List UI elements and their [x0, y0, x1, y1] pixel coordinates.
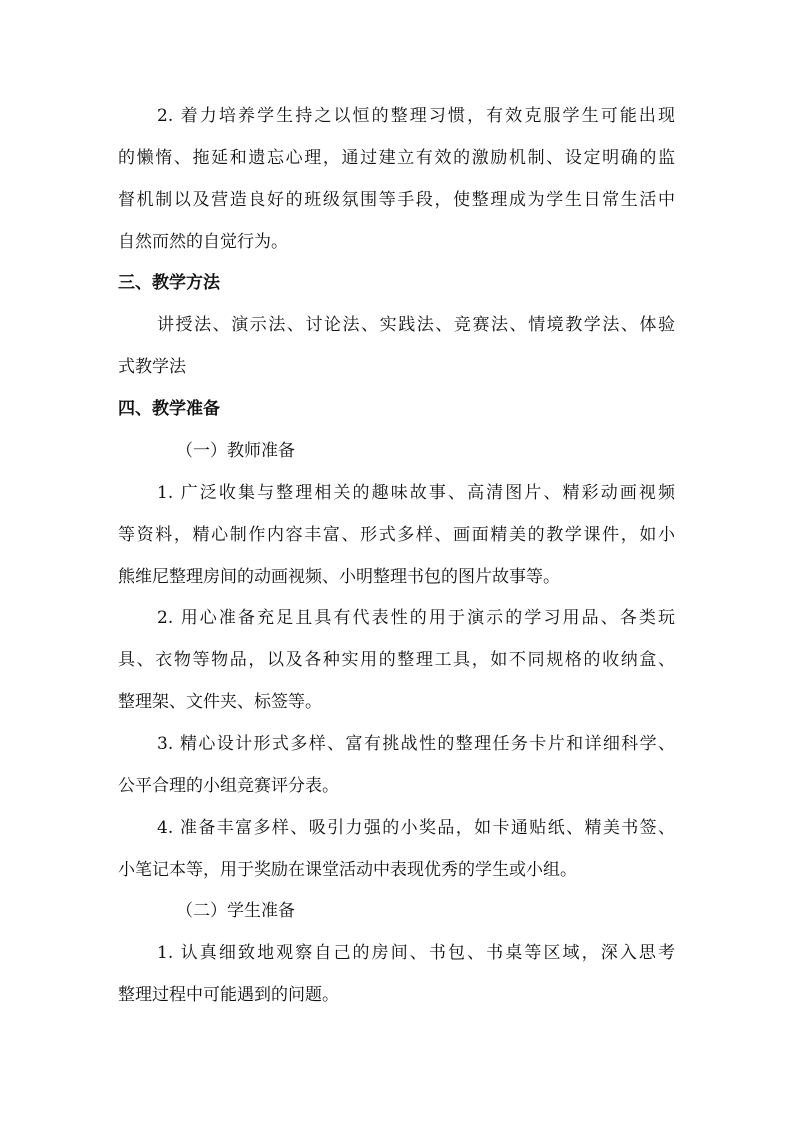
student-item-1-line: 1. 认真细致地观察自己的房间、书包、书桌等区域，深入思考 [157, 943, 675, 963]
paragraph-habit-line: 2. 着力培养学生持之以恒的整理习惯，有效克服学生可能出现 [157, 106, 675, 126]
methods-line: 式教学法 [118, 357, 186, 377]
section-heading-methods: 三、教学方法 [118, 273, 220, 293]
teacher-item-2-line: 2. 用心准备充足且具有代表性的用于演示的学习用品、各类玩 [157, 608, 675, 628]
teacher-item-3-line: 公平合理的小组竞赛评分表。 [118, 776, 339, 796]
teacher-item-4-line: 小笔记本等，用于奖励在课堂活动中表现优秀的学生或小组。 [118, 860, 577, 880]
teacher-item-1-line: 熊维尼整理房间的动画视频、小明整理书包的图片故事等。 [118, 567, 560, 587]
section-heading-preparation: 四、教学准备 [118, 399, 220, 419]
paragraph-habit-line: 的懒惰、拖延和遗忘心理，通过建立有效的激励机制、设定明确的监 [118, 148, 675, 168]
paragraph-habit-line: 自然而然的自觉行为。 [118, 232, 288, 252]
paragraph-habit-line: 督机制以及营造良好的班级氛围等手段，使整理成为学生日常生活中 [118, 190, 675, 210]
teacher-item-1-line: 等资料，精心制作内容丰富、形式多样、画面精美的教学课件，如小 [118, 525, 675, 545]
teacher-item-2-line: 整理架、文件夹、标签等。 [118, 692, 322, 712]
student-item-1-line: 整理过程中可能遇到的问题。 [118, 985, 339, 1005]
subheading-student-preparation: （二）学生准备 [176, 901, 295, 921]
teacher-item-2-line: 具、衣物等物品，以及各种实用的整理工具，如不同规格的收纳盒、 [118, 650, 675, 670]
teacher-item-4-line: 4. 准备丰富多样、吸引力强的小奖品，如卡通贴纸、精美书签、 [157, 818, 675, 838]
methods-line: 讲授法、演示法、讨论法、实践法、竞赛法、情境教学法、体验 [157, 315, 675, 335]
teacher-item-1-line: 1. 广泛收集与整理相关的趣味故事、高清图片、精彩动画视频 [157, 483, 675, 503]
teacher-item-3-line: 3. 精心设计形式多样、富有挑战性的整理任务卡片和详细科学、 [157, 734, 675, 754]
subheading-teacher-preparation: （一）教师准备 [176, 441, 295, 461]
